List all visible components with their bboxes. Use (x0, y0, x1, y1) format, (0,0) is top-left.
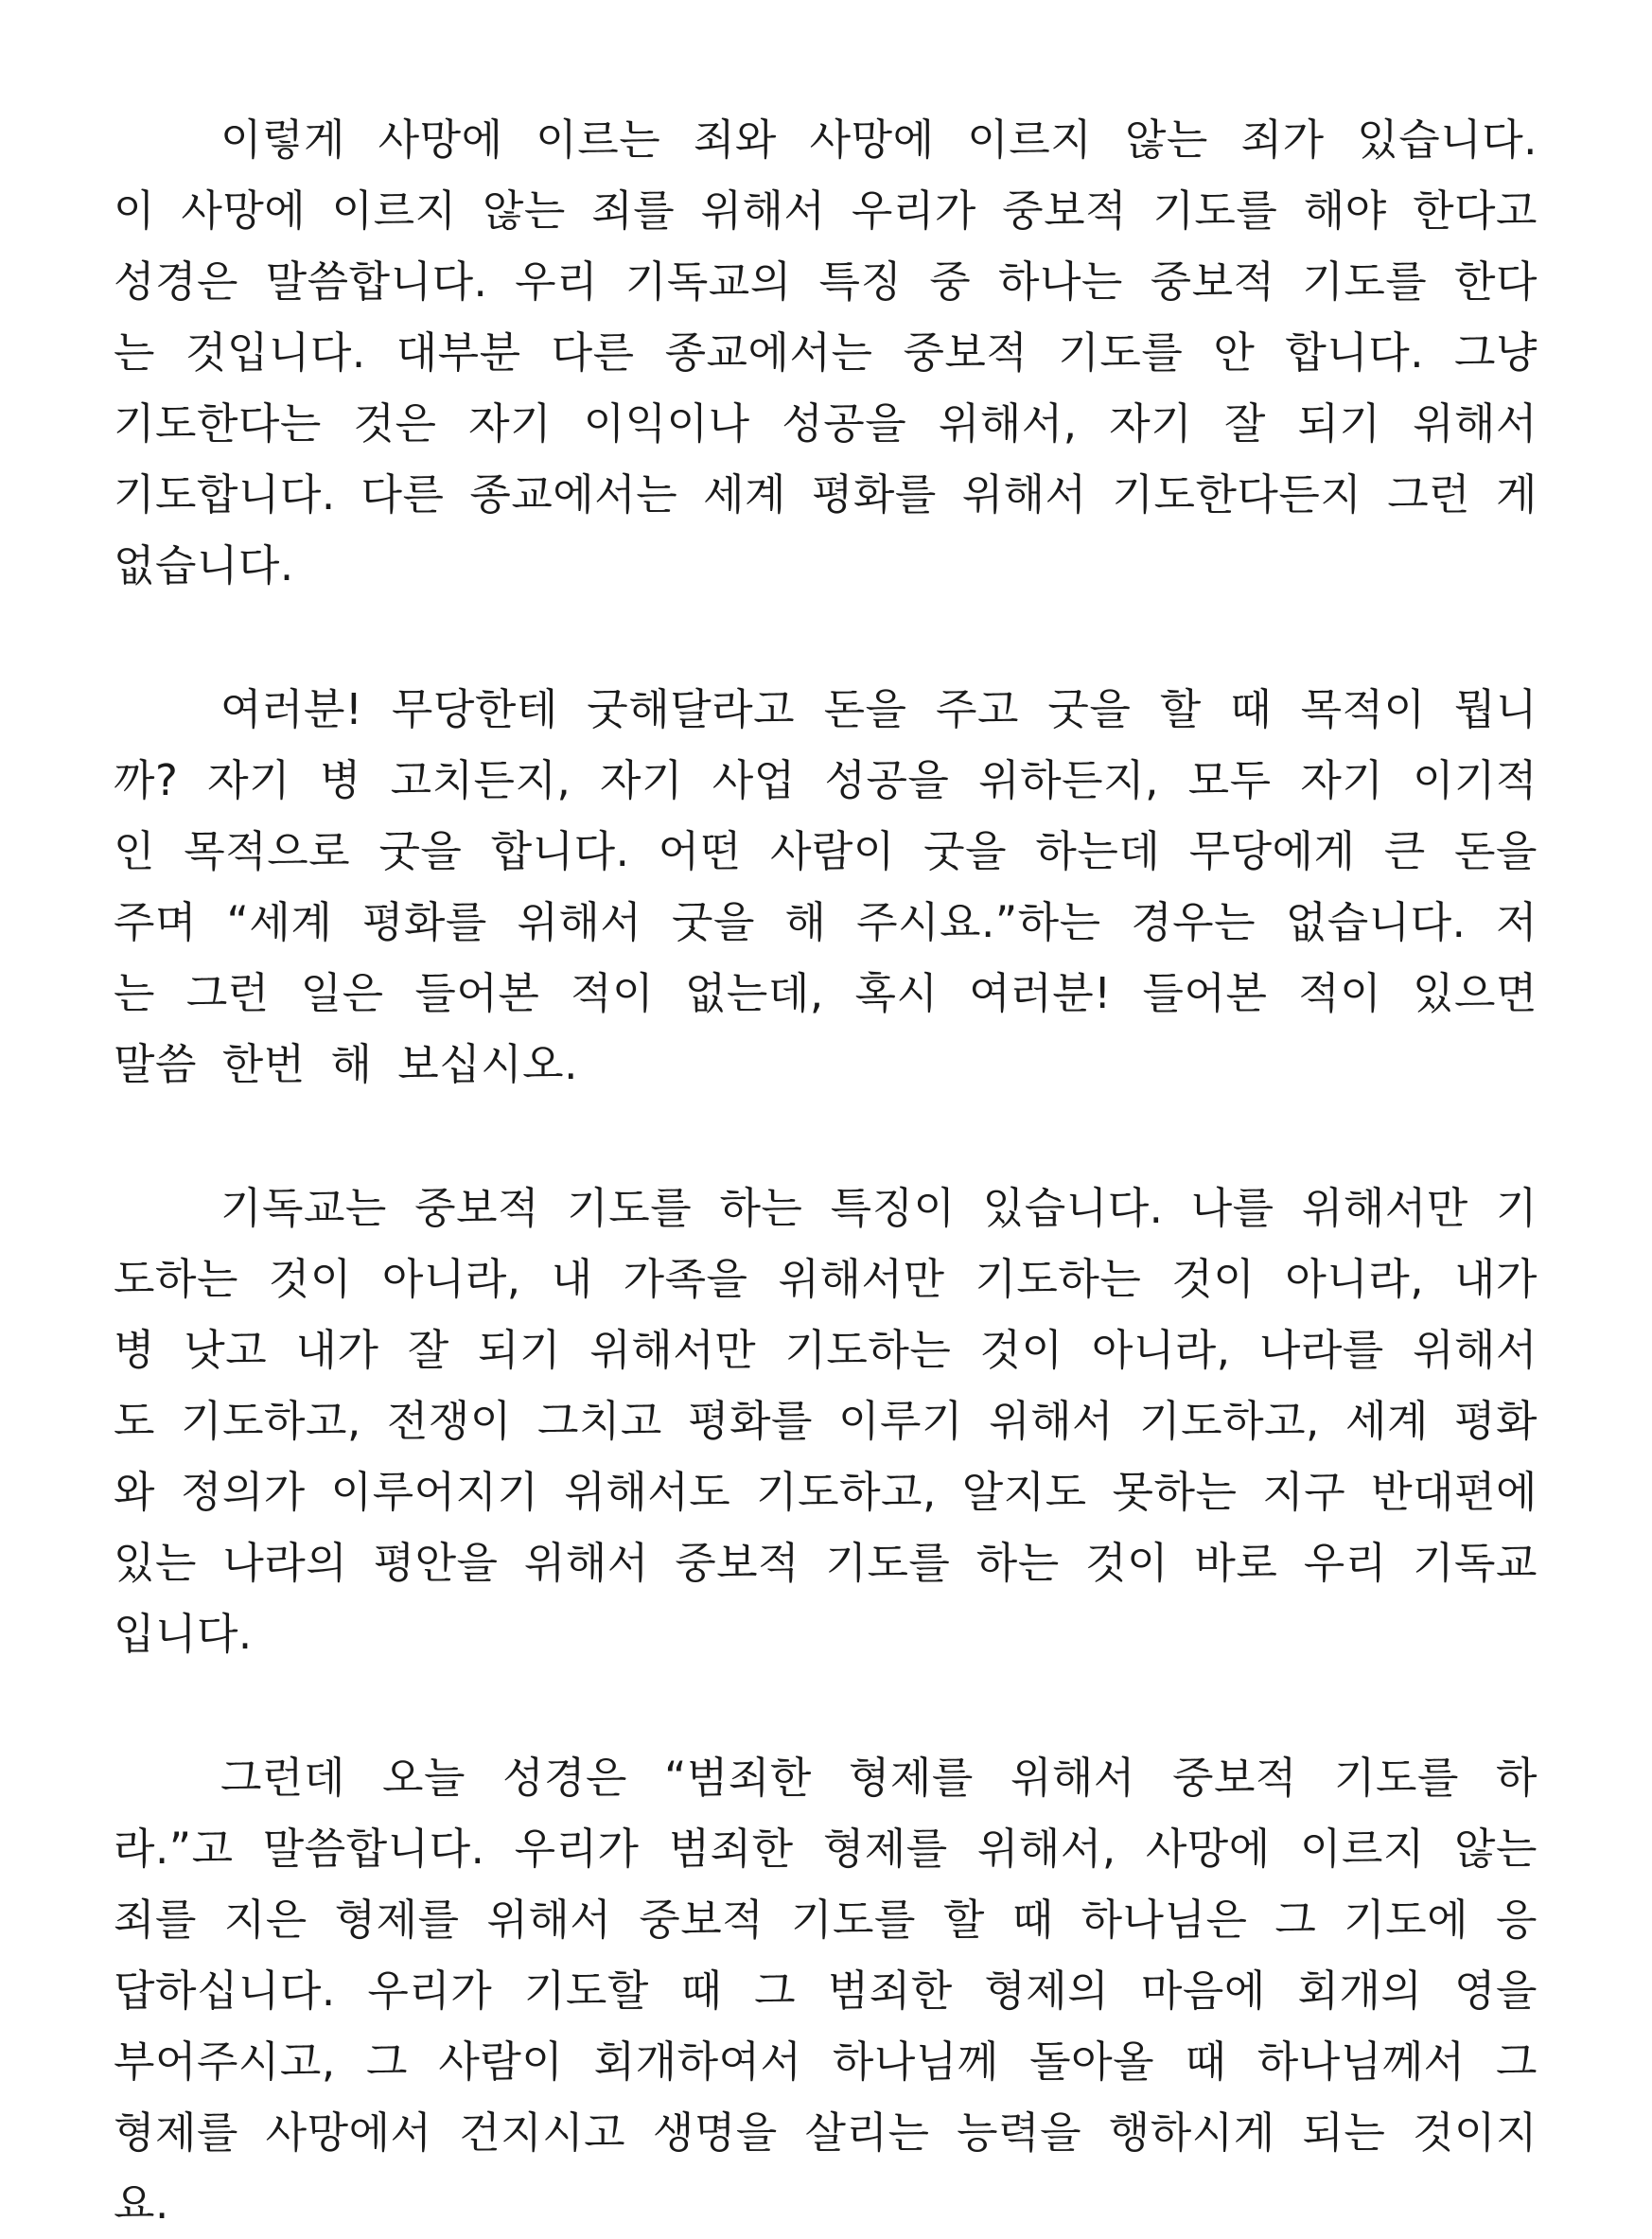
document-page (114, 104, 1538, 2239)
paragraph-3: 기독교는 중보적 기도를 하는 특징이 있습니다. 나를 위해서만 기도하는 것이 아니라, 내 가족을 위해서만 기도하는 것이 아니라, 내가 병 낫고 내가 잘 되기 위해서만 기도하는 것이 아니라, 나라를 위해서도 기도하고, 전쟁이 그치고 평화를 이루기 위해서 기도하고, 세계 평화와 정의가 이루어지기 위해서도 기도하고, 알지도 못하는 지구 반대편에 있는 나라의 평안을 위해서 중보적 기도를 하는 것이 바로 우리 기독교입니다. (114, 1183, 1538, 1659)
paragraph-4: 그런데 오늘 성경은 “범죄한 형제를 위해서 중보적 기도를 하라.”고 말씀합니다. 우리가 범죄한 형제를 위해서, 사망에 이르지 않는 죄를 지은 형제를 위해서 중보적 기도를 할 때 하나님은 그 기도에 응답하십니다. 우리가 기도할 때 그 범죄한 형제의 마음에 회개의 영을 부어주시고, 그 사람이 회개하여서 하나님께 돌아올 때 하나님께서 그 형제를 사망에서 건지시고 생명을 살리는 능력을 행하시게 되는 것이지요. (114, 1753, 1538, 2229)
paragraph-2: 여러분! 무당한테 굿해달라고 돈을 주고 굿을 할 때 목적이 뭡니까? 자기 병 고치든지, 자기 사업 성공을 위하든지, 모두 자기 이기적인 목적으로 굿을 합니다. 어떤 사람이 굿을 하는데 무당에게 큰 돈을 주며 “세계 평화를 위해서 굿을 해 주시요.”하는 경우는 없습니다. 저는 그런 일은 들어본 적이 없는데, 혹시 여러분! 들어본 적이 있으면 말씀 한번 해 보십시오. (114, 684, 1538, 1089)
paragraph-1: 이렇게 사망에 이르는 죄와 사망에 이르지 않는 죄가 있습니다. 이 사망에 이르지 않는 죄를 위해서 우리가 중보적 기도를 해야 한다고 성경은 말씀합니다. 우리 기독교의 특징 중 하나는 중보적 기도를 한다는 것입니다. 대부분 다른 종교에서는 중보적 기도를 안 합니다. 그냥 기도한다는 것은 자기 이익이나 성공을 위해서, 자기 잘 되기 위해서 기도합니다. 다른 종교에서는 세계 평화를 위해서 기도한다든지 그런 게 없습니다. (114, 115, 1538, 591)
